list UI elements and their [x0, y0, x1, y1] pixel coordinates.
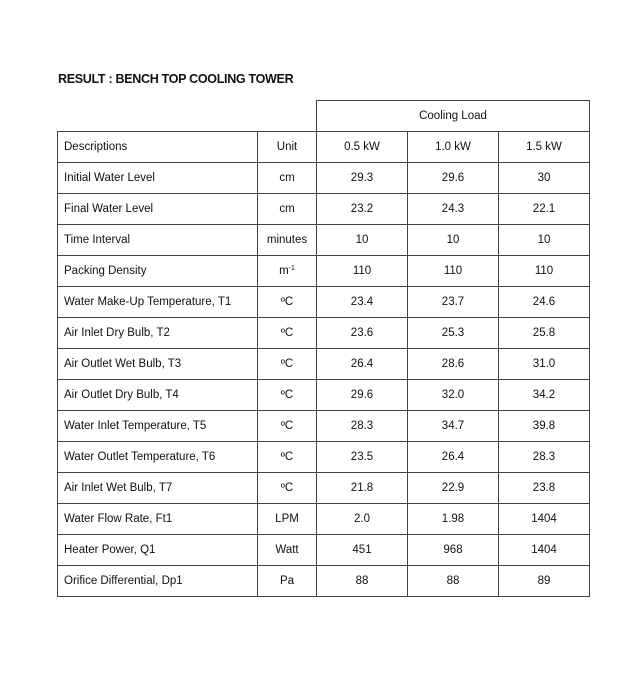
description-cell: Water Outlet Temperature, T6	[58, 442, 258, 473]
value-0-5kw-cell: 28.3	[317, 411, 408, 442]
value-0-5kw-cell: 451	[317, 535, 408, 566]
description-cell: Final Water Level	[58, 194, 258, 225]
table-row	[58, 163, 590, 194]
value-1-5kw-cell: 30	[499, 163, 590, 194]
unit-cell: ºC	[258, 318, 317, 349]
unit-cell: ºC	[258, 411, 317, 442]
unit-cell: ºC	[258, 287, 317, 318]
table-row	[58, 194, 590, 225]
table-row	[58, 566, 590, 597]
value-0-5kw-cell: 21.8	[317, 473, 408, 504]
value-1-0kw-cell: 32.0	[408, 380, 499, 411]
description-cell: Air Outlet Dry Bulb, T4	[58, 380, 258, 411]
unit-cell	[258, 256, 317, 287]
value-1-5kw-cell: 23.8	[499, 473, 590, 504]
value-1-5kw-cell: 22.1	[499, 194, 590, 225]
description-cell: Air Outlet Wet Bulb, T3	[58, 349, 258, 380]
value-1-0kw-cell: 34.7	[408, 411, 499, 442]
unit-base: m	[279, 265, 289, 277]
table-row	[58, 318, 590, 349]
header-load-1-5kw: 1.5 kW	[499, 132, 590, 163]
value-0-5kw-cell: 88	[317, 566, 408, 597]
table-row	[58, 287, 590, 318]
value-1-0kw-cell: 110	[408, 256, 499, 287]
value-0-5kw-cell: 23.5	[317, 442, 408, 473]
unit-cell: ºC	[258, 473, 317, 504]
unit-cell: ºC	[258, 380, 317, 411]
value-0-5kw-cell: 110	[317, 256, 408, 287]
table-row	[58, 225, 590, 256]
description-cell: Packing Density	[58, 256, 258, 287]
unit-cell: cm	[258, 194, 317, 225]
value-1-0kw-cell: 25.3	[408, 318, 499, 349]
table-row	[58, 473, 590, 504]
unit-cell: ºC	[258, 349, 317, 380]
value-0-5kw-cell: 10	[317, 225, 408, 256]
value-1-5kw-cell: 28.3	[499, 442, 590, 473]
table-row	[58, 535, 590, 566]
unit-cell: ºC	[258, 442, 317, 473]
blank-cell	[58, 101, 258, 132]
value-1-0kw-cell: 22.9	[408, 473, 499, 504]
value-0-5kw-cell: 23.6	[317, 318, 408, 349]
value-0-5kw-cell: 29.3	[317, 163, 408, 194]
group-header-row	[58, 101, 590, 132]
value-1-0kw-cell: 28.6	[408, 349, 499, 380]
value-1-5kw-cell: 1404	[499, 504, 590, 535]
description-cell: Air Inlet Wet Bulb, T7	[58, 473, 258, 504]
value-1-5kw-cell: 24.6	[499, 287, 590, 318]
table-row	[58, 256, 590, 287]
header-load-0-5kw: 0.5 kW	[317, 132, 408, 163]
table-row	[58, 380, 590, 411]
value-1-0kw-cell: 10	[408, 225, 499, 256]
value-1-5kw-cell: 25.8	[499, 318, 590, 349]
value-1-0kw-cell: 1.98	[408, 504, 499, 535]
description-cell: Orifice Differential, Dp1	[58, 566, 258, 597]
page-title: RESULT : BENCH TOP COOLING TOWER	[58, 72, 294, 86]
results-table	[57, 100, 590, 597]
unit-cell: cm	[258, 163, 317, 194]
value-1-0kw-cell: 88	[408, 566, 499, 597]
description-cell: Heater Power, Q1	[58, 535, 258, 566]
table-row	[58, 504, 590, 535]
header-unit: Unit	[258, 132, 317, 163]
unit-cell: Watt	[258, 535, 317, 566]
value-1-5kw-cell: 10	[499, 225, 590, 256]
description-cell: Air Inlet Dry Bulb, T2	[58, 318, 258, 349]
unit-cell: Pa	[258, 566, 317, 597]
description-cell: Water Make-Up Temperature, T1	[58, 287, 258, 318]
header-descriptions: Descriptions	[58, 132, 258, 163]
unit-cell: LPM	[258, 504, 317, 535]
value-1-5kw-cell: 34.2	[499, 380, 590, 411]
value-1-5kw-cell: 31.0	[499, 349, 590, 380]
value-0-5kw-cell: 26.4	[317, 349, 408, 380]
value-1-5kw-cell: 89	[499, 566, 590, 597]
table-row	[58, 442, 590, 473]
table-row	[58, 349, 590, 380]
value-1-0kw-cell: 23.7	[408, 287, 499, 318]
description-cell: Water Flow Rate, Ft1	[58, 504, 258, 535]
value-1-5kw-cell: 110	[499, 256, 590, 287]
value-0-5kw-cell: 23.2	[317, 194, 408, 225]
value-0-5kw-cell: 2.0	[317, 504, 408, 535]
table-row	[58, 411, 590, 442]
value-1-5kw-cell: 1404	[499, 535, 590, 566]
description-cell: Initial Water Level	[58, 163, 258, 194]
blank-cell	[258, 101, 317, 132]
value-1-5kw-cell: 39.8	[499, 411, 590, 442]
unit-cell: minutes	[258, 225, 317, 256]
description-cell: Time Interval	[58, 225, 258, 256]
value-0-5kw-cell: 29.6	[317, 380, 408, 411]
value-1-0kw-cell: 26.4	[408, 442, 499, 473]
cooling-load-header: Cooling Load	[317, 101, 590, 132]
unit-exponent: -1	[288, 265, 295, 272]
column-header-row	[58, 132, 590, 163]
value-1-0kw-cell: 968	[408, 535, 499, 566]
value-1-0kw-cell: 29.6	[408, 163, 499, 194]
value-0-5kw-cell: 23.4	[317, 287, 408, 318]
value-1-0kw-cell: 24.3	[408, 194, 499, 225]
description-cell: Water Inlet Temperature, T5	[58, 411, 258, 442]
header-load-1-0kw: 1.0 kW	[408, 132, 499, 163]
